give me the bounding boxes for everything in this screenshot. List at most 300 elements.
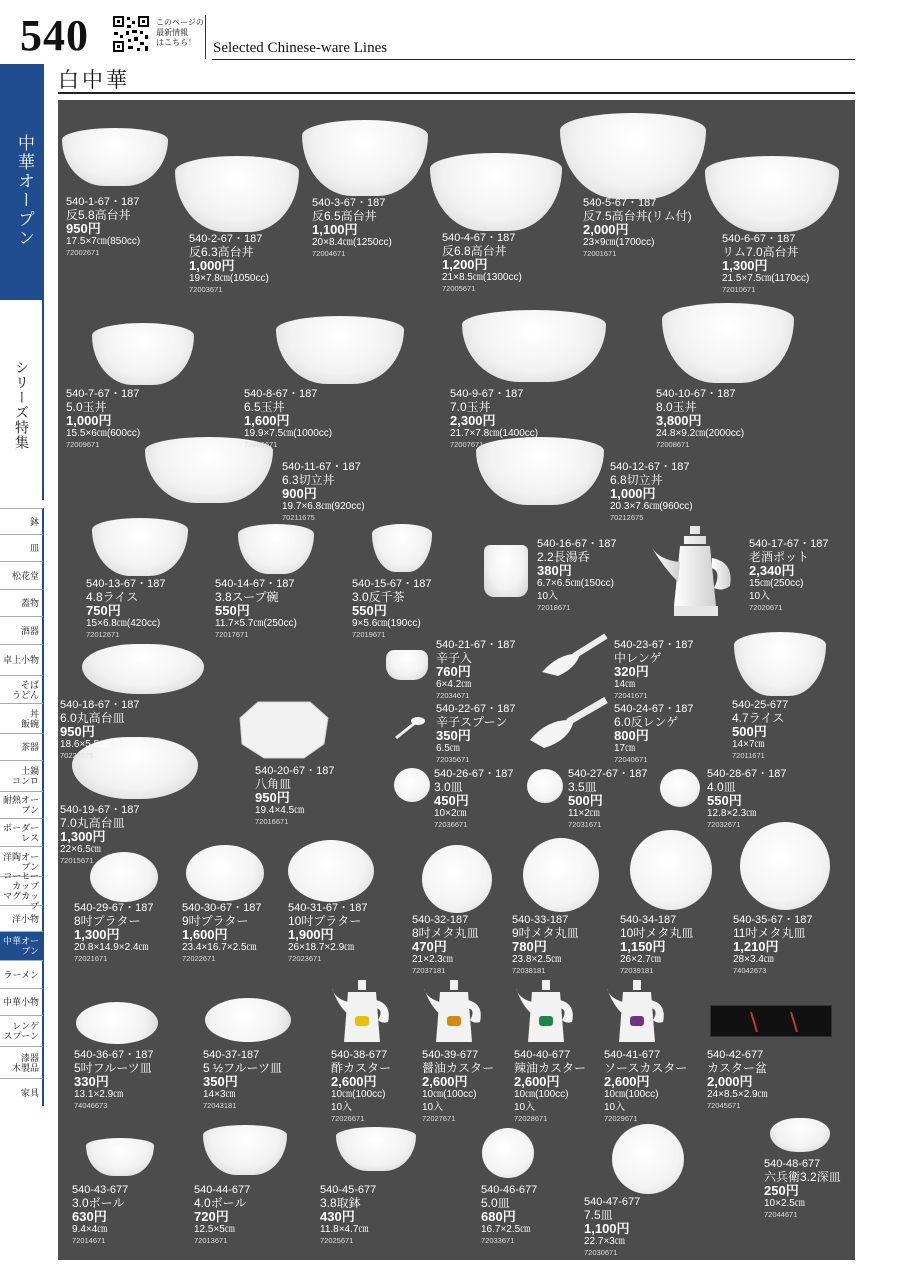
dish-image-18 (82, 644, 204, 694)
product-label (215, 578, 297, 639)
product-name: 5 ½フルーツ皿 (203, 1061, 283, 1075)
product-size: 16.7×2.5㎝ (481, 1224, 531, 1235)
fruit-dish-image-37 (205, 998, 291, 1042)
product-name: 辛子スプーン (436, 715, 508, 729)
sidebar-index-item[interactable]: 中華小物 (0, 988, 44, 1015)
product-price: 350円 (203, 1074, 238, 1089)
product-label (434, 768, 514, 829)
product-jan-code: 72041671 (614, 691, 648, 700)
sidebar-index-item[interactable]: 耐熱オーブン (0, 791, 44, 818)
product-code: 540-22-67・187 (436, 703, 516, 715)
product-jan-code: 72033671 (481, 1236, 515, 1245)
product-jan-code: 72045671 (707, 1101, 741, 1110)
product-name: 9吋メタ丸皿 (512, 926, 579, 940)
product-price: 320円 (614, 664, 649, 679)
product-code: 540-12-67・187 (610, 461, 690, 473)
product-jan-code: 72012671 (86, 630, 120, 639)
product-size: 11.7×5.7㎝(250cc) (215, 618, 297, 629)
product-code: 540-20-67・187 (255, 765, 335, 777)
sidebar-index-item[interactable]: 松花堂 (0, 561, 44, 589)
product-code: 540-9-67・187 (450, 388, 524, 400)
product-size: 24.8×9.2㎝(2000cc) (656, 428, 745, 439)
product-code: 540-15-67・187 (352, 578, 432, 590)
product-label (584, 1196, 640, 1257)
product-size: 20×8.4㎝(1250cc) (312, 237, 392, 248)
product-code: 540-24-67・187 (614, 703, 694, 715)
product-name: 2.2長湯呑 (537, 550, 590, 564)
product-price: 950円 (66, 221, 101, 236)
product-name: 3.0ボール (72, 1196, 125, 1210)
product-jan-code: 74042673 (733, 966, 767, 975)
product-jan-code: 72020671 (749, 603, 783, 612)
product-name: 3.0皿 (434, 780, 463, 794)
product-size: 11×2㎝ (568, 808, 600, 819)
product-code: 540-45-677 (320, 1184, 377, 1196)
sidebar-index-item[interactable]: そば うどん (0, 675, 44, 703)
product-name: 7.5皿 (584, 1208, 613, 1222)
product-price: 680円 (481, 1209, 516, 1224)
product-size: 26×2.7㎝ (620, 954, 661, 965)
product-jan-code: 72037181 (412, 966, 446, 975)
plate-image-26 (394, 768, 430, 802)
product-label (320, 1184, 376, 1245)
product-jan-code: 72004671 (312, 249, 346, 258)
tray-image-42 (710, 1005, 832, 1037)
product-code: 540-42-677 (707, 1049, 764, 1061)
product-price: 750円 (86, 603, 121, 618)
product-code: 540-40-677 (514, 1049, 571, 1061)
product-code: 540-47-677 (584, 1196, 641, 1208)
product-size: 28×3.4㎝ (733, 954, 774, 965)
product-jan-code: 72034671 (436, 691, 470, 700)
product-size: 6.7×6.5㎝(150cc) (537, 578, 614, 589)
product-price: 780円 (512, 939, 547, 954)
product-label (352, 578, 432, 639)
product-label (66, 388, 140, 449)
product-label (537, 538, 617, 612)
sidebar-main-tab[interactable] (0, 64, 44, 300)
product-label (72, 1184, 128, 1245)
sidebar-index-item[interactable]: 家具 (0, 1078, 44, 1106)
product-code: 540-36-67・187 (74, 1049, 154, 1061)
product-label (707, 768, 787, 829)
product-name: 11吋メタ丸皿 (733, 926, 806, 940)
product-name: 4.0ボール (194, 1196, 247, 1210)
product-code: 540-21-67・187 (436, 639, 516, 651)
product-code: 540-29-67・187 (74, 902, 154, 914)
product-name: 3.5皿 (568, 780, 597, 794)
product-size: 21.5×7.5㎝(1170cc) (722, 273, 810, 284)
product-code: 540-1-67・187 (66, 196, 140, 208)
spoon-image-24 (528, 696, 610, 750)
product-name: 10吋プラター (288, 914, 362, 928)
product-label (66, 196, 140, 257)
product-size: 17.5×7㎝(850cc) (66, 236, 141, 247)
qr-note: このページの 最新情報 はこちら！ (156, 18, 204, 47)
product-size: 19.9×7.5㎝(1000cc) (244, 428, 333, 439)
product-label (60, 804, 140, 865)
english-title: Selected Chinese-ware Lines (213, 40, 388, 56)
product-price: 550円 (215, 603, 250, 618)
product-price: 1,300円 (60, 829, 106, 844)
product-label (481, 1184, 537, 1245)
product-price: 2,600円 (514, 1074, 560, 1089)
sidebar-index-item[interactable]: 洋陶オーブン (0, 846, 44, 876)
product-jan-code: 72016671 (255, 817, 289, 826)
product-jan-code: 70224675 (60, 751, 94, 760)
product-name: 反6.5高台丼 (312, 209, 377, 223)
sidebar-index-item[interactable]: 茶器 (0, 733, 44, 760)
product-jan-code: 72022671 (182, 954, 216, 963)
product-name: 3.8スープ碗 (215, 590, 279, 604)
sidebar-index-item[interactable]: 蓋物 (0, 589, 44, 616)
product-jan-code: 72003671 (189, 285, 223, 294)
product-price: 2,340円 (749, 563, 795, 578)
product-jan-code: 70211675 (282, 513, 315, 522)
product-label (514, 1049, 586, 1123)
spoon-image-23 (540, 632, 610, 678)
product-jan-code: 72044671 (764, 1210, 798, 1219)
product-code: 540-13-67・187 (86, 578, 166, 590)
product-size: 21×8.5㎝(1300cc) (442, 272, 522, 283)
product-size: 20.3×7.6㎝(960cc) (610, 501, 693, 512)
product-size: 10㎝(100cc) (604, 1089, 659, 1100)
mustard-pot-image-21 (386, 650, 428, 680)
product-size: 13.1×2.9㎝ (74, 1089, 124, 1100)
product-name: 老酒ポット (749, 550, 810, 564)
product-code: 540-46-677 (481, 1184, 538, 1196)
product-code: 540-33-187 (512, 914, 569, 926)
product-jan-code: 72005671 (442, 284, 476, 293)
product-code: 540-43-677 (72, 1184, 129, 1196)
product-code: 540-41-677 (604, 1049, 661, 1061)
product-price: 2,000円 (707, 1074, 753, 1089)
product-jan-code: 72040671 (614, 755, 648, 764)
plate-image-35 (740, 822, 830, 910)
fruit-dish-image-36 (76, 1002, 158, 1044)
product-label (583, 197, 692, 258)
product-jan-code: 74046673 (74, 1101, 108, 1110)
product-name: ソースカスター (604, 1061, 688, 1075)
plate-image-47 (612, 1124, 684, 1194)
product-name: 反7.5高台丼(リム付) (583, 209, 692, 223)
product-name: 8吋プラター (74, 914, 141, 928)
product-jan-code: 72019671 (352, 630, 386, 639)
product-size: 10×2.5㎝ (764, 1198, 805, 1209)
product-price: 430円 (320, 1209, 355, 1224)
product-size: 22.7×3㎝ (584, 1236, 625, 1247)
product-jan-code: 72035671 (436, 755, 470, 764)
product-code: 540-31-67・187 (288, 902, 368, 914)
product-jan-code: 72013671 (194, 1236, 228, 1245)
sidebar-series-label: シリーズ特集 (14, 360, 30, 450)
product-jan-code: 72025671 (320, 1236, 354, 1245)
plate-image-46 (482, 1128, 534, 1178)
product-price: 2,600円 (422, 1074, 468, 1089)
product-label (194, 1184, 250, 1245)
product-name: 反5.8高台丼 (66, 208, 131, 222)
product-size: 19×7.8㎝(1050cc) (189, 273, 269, 284)
product-name: 9吋プラター (182, 914, 249, 928)
product-size: 20.8×14.9×2.4㎝ (74, 942, 149, 953)
product-code: 540-2-67・187 (189, 233, 263, 245)
sidebar-index-item[interactable]: 丼 飯碗 (0, 703, 44, 733)
product-size: 15.5×6㎝(600cc) (66, 428, 141, 439)
product-pack-note: 10入 (422, 1102, 444, 1113)
product-size: 11.8×4.7㎝ (320, 1224, 369, 1235)
product-price: 1,200円 (442, 257, 488, 272)
product-code: 540-32-187 (412, 914, 469, 926)
product-price: 500円 (732, 724, 767, 739)
product-jan-code: 72011671 (732, 751, 765, 760)
product-code: 540-11-67・187 (282, 461, 361, 473)
product-label (568, 768, 648, 829)
product-price: 800円 (614, 728, 649, 743)
product-size: 12.8×2.3㎝ (707, 808, 757, 819)
product-name: 6.0丸高台皿 (60, 711, 125, 725)
product-code: 540-6-67・187 (722, 233, 796, 245)
product-name: 3.0反千茶 (352, 590, 405, 604)
product-size: 21×2.3㎝ (412, 954, 453, 965)
sidebar-index-item[interactable]: 洋小物 (0, 905, 44, 931)
product-name: 6.5玉丼 (244, 400, 285, 414)
product-label (656, 388, 744, 449)
product-size: 19.7×6.8㎝(920cc) (282, 501, 365, 512)
product-price: 1,900円 (288, 927, 334, 942)
plate-image-32 (422, 845, 492, 913)
product-name: 六兵衛3.2深皿 (764, 1170, 841, 1184)
product-name: 10吋メタ丸皿 (620, 926, 694, 940)
product-price: 470円 (412, 939, 447, 954)
product-label (450, 388, 538, 449)
product-size: 26×18.7×2.9㎝ (288, 942, 355, 953)
sidebar-index-item[interactable]: ボーダーレス (0, 818, 44, 846)
bowl-image-48 (770, 1118, 830, 1152)
product-name: 6.8切立丼 (610, 473, 663, 487)
product-name: 反6.8高台丼 (442, 244, 507, 258)
product-code: 540-3-67・187 (312, 197, 386, 209)
product-jan-code: 72008671 (656, 440, 690, 449)
product-jan-code: 72018671 (537, 603, 571, 612)
cruet-image-38 (330, 978, 394, 1044)
product-label (189, 233, 269, 294)
product-name: 5.0玉丼 (66, 400, 107, 414)
product-size: 23.4×16.7×2.5㎝ (182, 942, 257, 953)
product-name: 6.0反レンゲ (614, 715, 679, 729)
product-code: 540-34-187 (620, 914, 677, 926)
product-label (610, 461, 693, 522)
product-price: 630円 (72, 1209, 107, 1224)
product-price: 760円 (436, 664, 471, 679)
product-size: 10㎝(100cc) (331, 1089, 386, 1100)
product-name: カスター盆 (707, 1061, 768, 1075)
product-size: 10㎝(100cc) (514, 1089, 569, 1100)
product-jan-code: 72043181 (203, 1101, 237, 1110)
platter-image-30 (186, 845, 264, 901)
product-jan-code: 72021671 (74, 954, 108, 963)
product-size: 18.6×5.5㎝ (60, 739, 110, 750)
product-size: 17㎝ (614, 743, 636, 754)
product-name: 醤油カスター (422, 1061, 495, 1075)
sidebar-index-item[interactable]: 鉢 (0, 508, 44, 534)
product-code: 540-7-67・187 (66, 388, 140, 400)
product-label (203, 1049, 282, 1110)
product-size: 23.8×2.5㎝ (512, 954, 562, 965)
product-label (732, 699, 788, 760)
product-label (74, 902, 154, 963)
product-code: 540-16-67・187 (537, 538, 617, 550)
product-name: 8.0玉丼 (656, 400, 697, 414)
product-code: 540-27-67・187 (568, 768, 648, 780)
product-price: 1,300円 (722, 258, 768, 273)
product-price: 1,000円 (610, 486, 656, 501)
product-size: 14㎝ (614, 679, 636, 690)
product-code: 540-14-67・187 (215, 578, 295, 590)
product-price: 2,600円 (604, 1074, 650, 1089)
product-jan-code: 72017671 (215, 630, 249, 639)
product-label (722, 233, 809, 294)
product-price: 1,300円 (74, 927, 120, 942)
product-jan-code: 70212675 (610, 513, 644, 522)
product-price: 1,150円 (620, 939, 666, 954)
product-code: 540-8-67・187 (244, 388, 318, 400)
product-jan-code: 72023671 (288, 954, 322, 963)
product-code: 540-17-67・187 (749, 538, 829, 550)
sidebar-index-item[interactable]: 卓上小物 (0, 644, 44, 675)
cruet-image-40 (514, 978, 578, 1044)
sidebar-series-tab[interactable] (0, 300, 44, 500)
product-jan-code: 72002671 (66, 248, 100, 257)
product-label (749, 538, 829, 612)
product-price: 950円 (60, 724, 95, 739)
product-label (282, 461, 365, 522)
product-label (74, 1049, 154, 1110)
product-price: 1,000円 (189, 258, 235, 273)
sidebar-index-item[interactable]: レンゲ スプーン (0, 1015, 44, 1046)
sidebar-index-item[interactable]: 中華オーブン (0, 931, 44, 960)
product-price: 1,210円 (733, 939, 779, 954)
product-jan-code: 72006671 (244, 440, 278, 449)
product-jan-code: 72039181 (620, 966, 654, 975)
product-price: 2,000円 (583, 222, 629, 237)
product-jan-code: 72029671 (604, 1114, 638, 1123)
cruet-image-39 (422, 978, 486, 1044)
product-code: 540-10-67・187 (656, 388, 736, 400)
sidebar-index-item[interactable]: 土鍋 コンロ (0, 760, 44, 791)
pot-image-17 (650, 522, 740, 622)
product-label (412, 914, 479, 975)
product-label (86, 578, 166, 639)
product-label (436, 703, 516, 764)
product-code: 540-48-677 (764, 1158, 821, 1170)
product-price: 1,600円 (182, 927, 228, 942)
product-name: 八角皿 (255, 777, 292, 791)
product-size: 22×6.5㎝ (60, 844, 101, 855)
sidebar-index-item[interactable]: 皿 (0, 534, 44, 561)
product-label (442, 232, 522, 293)
product-size: 14×7㎝ (732, 739, 765, 750)
product-code: 540-4-67・187 (442, 232, 516, 244)
qr-code[interactable] (112, 15, 150, 53)
plate-image-27 (527, 769, 563, 803)
product-code: 540-28-67・187 (707, 768, 787, 780)
product-jan-code: 72010671 (722, 285, 756, 294)
product-pack-note: 10入 (749, 591, 771, 602)
product-label (604, 1049, 687, 1123)
product-label (422, 1049, 494, 1123)
product-jan-code: 72030671 (584, 1248, 618, 1257)
page-number: 540 (20, 11, 89, 60)
product-name: 4.8ライス (86, 590, 139, 604)
sidebar-main-label: 中華オープン (15, 134, 34, 248)
product-price: 950円 (255, 790, 290, 805)
product-jan-code: 72038181 (512, 966, 546, 975)
product-size: 10㎝(100cc) (422, 1089, 477, 1100)
platter-image-31 (288, 840, 374, 902)
product-name: 4.0皿 (707, 780, 736, 794)
product-jan-code: 72026671 (331, 1114, 365, 1123)
product-price: 1,100円 (584, 1221, 630, 1236)
product-code: 540-44-677 (194, 1184, 251, 1196)
page-title: 白中華 (58, 68, 130, 92)
product-price: 500円 (568, 793, 603, 808)
product-size: 19.4×4.5㎝ (255, 805, 305, 816)
product-price: 720円 (194, 1209, 229, 1224)
cruet-image-41 (605, 978, 669, 1044)
product-label (707, 1049, 768, 1110)
product-label (614, 639, 694, 700)
product-price: 550円 (352, 603, 387, 618)
product-size: 14×3㎝ (203, 1089, 236, 1100)
product-label (614, 703, 694, 764)
product-label (244, 388, 332, 449)
product-label (60, 699, 140, 760)
sidebar-index-item[interactable]: 酒器 (0, 616, 44, 644)
product-name: 5.0皿 (481, 1196, 510, 1210)
sidebar-index-item[interactable]: ラーメン (0, 960, 44, 988)
product-name: 5吋フルーツ皿 (74, 1061, 152, 1075)
product-price: 1,100円 (312, 222, 358, 237)
product-jan-code: 72031671 (568, 820, 602, 829)
product-name: 3.8取鉢 (320, 1196, 361, 1210)
product-label (331, 1049, 391, 1123)
product-code: 540-37-187 (203, 1049, 260, 1061)
product-size: 6.5㎝ (436, 743, 460, 754)
product-code: 540-39-677 (422, 1049, 479, 1061)
product-jan-code: 72014671 (72, 1236, 106, 1245)
product-pack-note: 10入 (537, 591, 559, 602)
product-size: 24×8.5×2.9㎝ (707, 1089, 768, 1100)
product-pack-note: 10入 (331, 1102, 353, 1113)
title-rule (58, 92, 855, 94)
product-price: 2,300円 (450, 413, 496, 428)
product-name: 8吋メタ丸皿 (412, 926, 479, 940)
product-price: 380円 (537, 563, 572, 578)
product-jan-code: 72009671 (66, 440, 100, 449)
product-size: 15㎝(250cc) (749, 578, 804, 589)
product-price: 3,800円 (656, 413, 702, 428)
sidebar-index-item[interactable]: 漆器 木製品 (0, 1046, 44, 1078)
product-name: 4.7ライス (732, 711, 785, 725)
product-code: 540-25-677 (732, 699, 789, 711)
sidebar-index-item[interactable]: コーヒーカップ マグカップ (0, 876, 44, 905)
product-price: 550円 (707, 793, 742, 808)
plate-image-33 (523, 838, 599, 912)
product-label (436, 639, 516, 700)
product-code: 540-35-67・187 (733, 914, 813, 926)
product-name: 辛子入 (436, 651, 473, 665)
product-name: リム7.0高台丼 (722, 245, 799, 259)
